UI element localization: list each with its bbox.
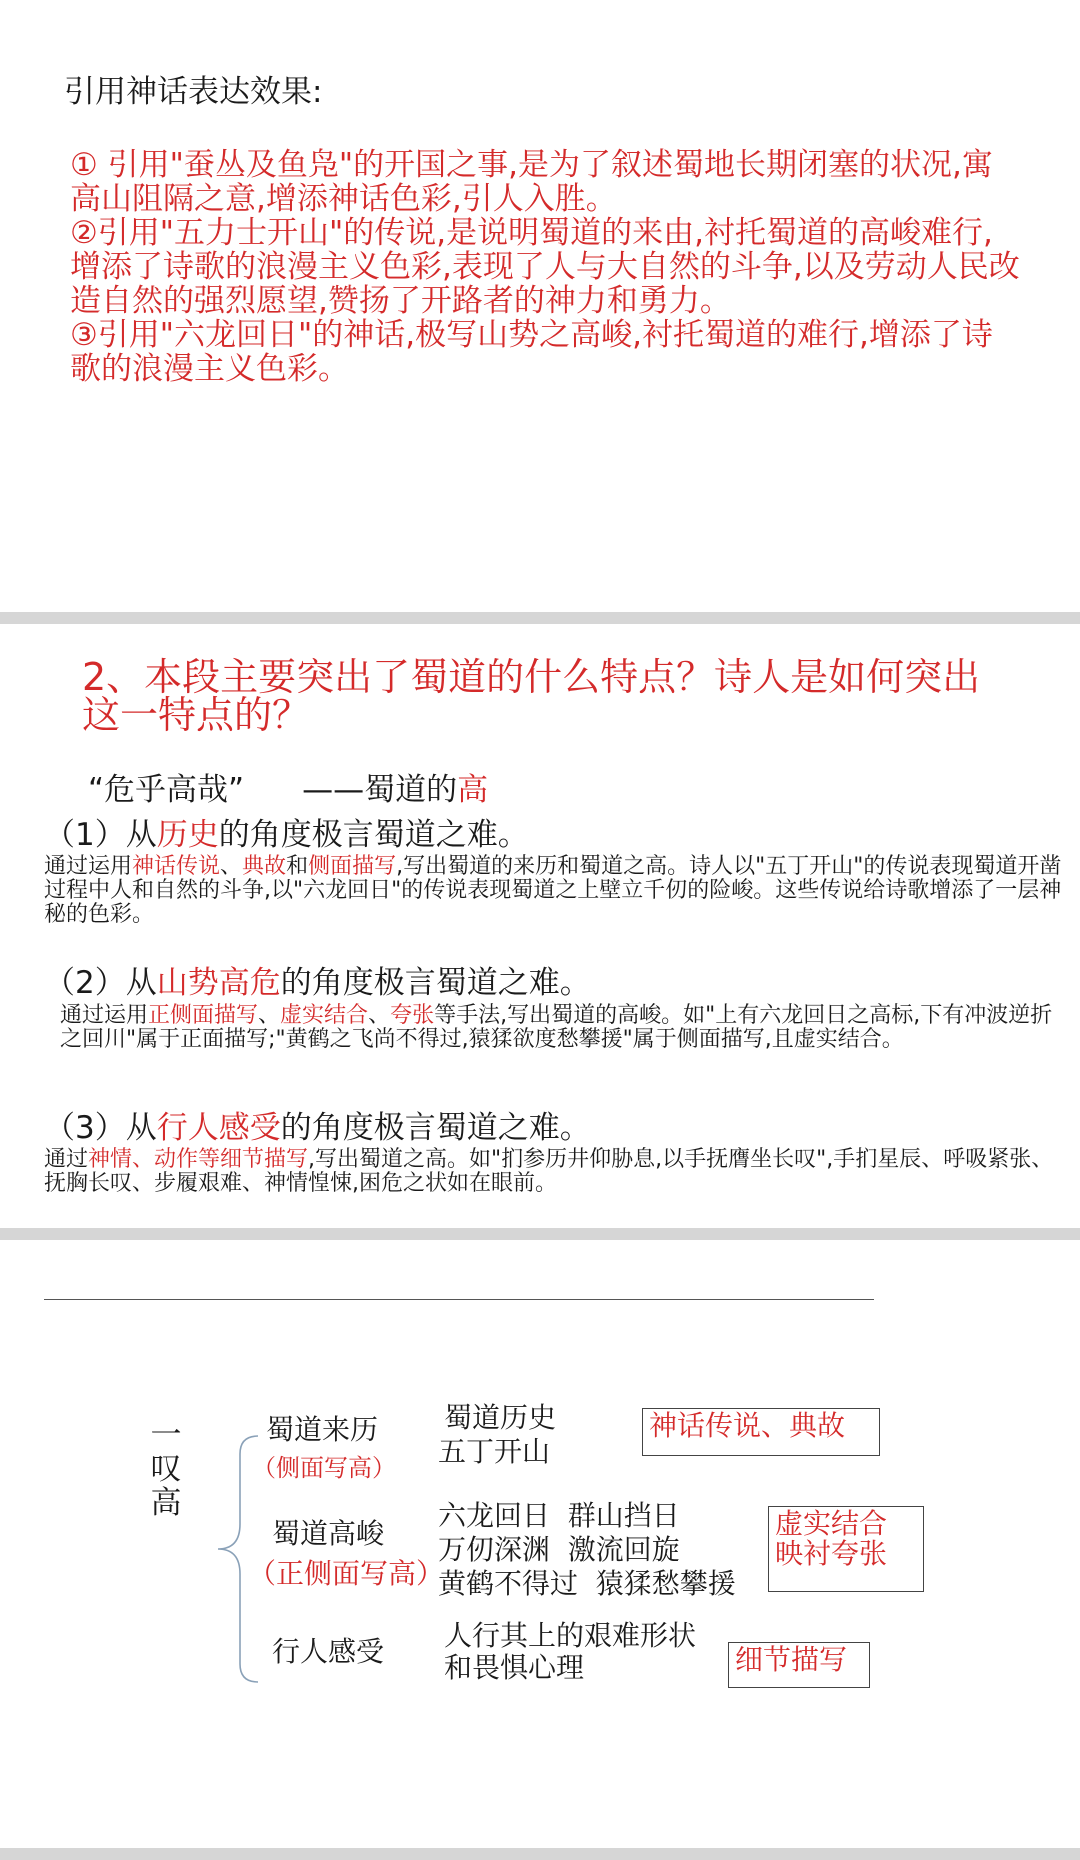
body-text: ,写出蜀道之高。如"扪参历井仰胁息,以手抚膺坐长叹",手扪星辰、呼吸紧张、抚胸长叹、步履艰难、神情惶悚,困危之状如在眼前。 xyxy=(44,1147,1054,1196)
branch-2-content-2: 万仞深渊 激流回旋 xyxy=(438,1533,680,1566)
heading-keyword: 历史 xyxy=(156,817,219,853)
slide-mindmap xyxy=(0,1244,1080,1844)
branch-2-content-3: 黄鹤不得过 猿猱愁攀援 xyxy=(438,1567,736,1600)
technique-box-contrast xyxy=(768,1506,924,1592)
heading-prefix: （1）从 xyxy=(44,817,157,853)
slide-myth-effects xyxy=(0,0,1080,612)
heading-suffix: 的角度极言蜀道之难。 xyxy=(218,817,529,853)
slide-divider xyxy=(0,1228,1080,1240)
horizontal-rule xyxy=(44,1299,874,1300)
section-2-heading xyxy=(44,957,591,1002)
section-1-heading xyxy=(44,809,529,854)
branch-1-content-2: 五丁开山 xyxy=(438,1435,551,1468)
quote-dash: ——蜀道的 xyxy=(302,772,458,808)
heading-prefix: （3）从 xyxy=(44,1110,157,1146)
body-keyword: 侧面描写 xyxy=(308,854,397,879)
box-text: 映衬夸张 xyxy=(775,1537,888,1570)
point-1: ① 引用"蚕丛及鱼凫"的开国之事,是为了叙述蜀地长期闭塞的状况,寓高山阻隔之意,增添神话色彩,引人入胜。 xyxy=(70,147,993,217)
body-text: ,写出蜀道的来历和蜀道之高。诗人以"五丁开山"的传说表现蜀道开凿过程中人和自然的斗争,以"六龙回日"的传说表现蜀道之上壁立千仞的险峻。这些传说给诗歌增添了一层神秘的色彩。 xyxy=(44,854,1062,927)
box-text: 神话传说、典故 xyxy=(649,1409,846,1442)
heading-keyword: 山势高危 xyxy=(156,965,281,1001)
body-text: 通过运用 xyxy=(44,854,133,879)
heading-suffix: 的角度极言蜀道之难。 xyxy=(280,1110,591,1146)
body-text: 、 xyxy=(258,1003,281,1028)
branch-3-content-2: 和畏惧心理 xyxy=(444,1651,585,1684)
branch-1-sub: （侧面写高） xyxy=(252,1454,396,1482)
box-text: 细节描写 xyxy=(735,1643,848,1676)
quote-keyword: 高 xyxy=(457,772,489,808)
body-keyword: 典故 xyxy=(242,854,287,879)
branch-3-content-1: 人行其上的艰难形状 xyxy=(444,1619,697,1652)
body-text: 通过 xyxy=(44,1147,89,1172)
question-heading: 2、本段主要突出了蜀道的什么特点？诗人是如何突出这一特点的？ xyxy=(82,655,981,737)
heading-prefix: （2）从 xyxy=(44,965,157,1001)
box-text: 虚实结合 xyxy=(775,1507,888,1540)
branch-2-sub: （正侧面写高） xyxy=(248,1557,445,1590)
body-keyword: 神话传说 xyxy=(132,854,221,879)
body-keyword: 夸张 xyxy=(390,1003,435,1028)
body-keyword: 神情、动作等细节描写 xyxy=(88,1147,309,1172)
title-char: 高 xyxy=(150,1485,182,1521)
slide-question-2 xyxy=(0,624,1080,1228)
section-3-heading xyxy=(44,1102,591,1147)
technique-box-detail xyxy=(728,1642,870,1688)
title-char: 叹 xyxy=(150,1451,182,1487)
body-text: 等手法,写出蜀道的高峻。如"上有六龙回日之高标,下有冲波逆折之回川"属于正面描写;"黄鹤之飞尚不得过,猿猱欲度愁攀援"属于侧面描写,且虚实结合。 xyxy=(60,1003,1053,1052)
branch-2-label: 蜀道高峻 xyxy=(272,1517,385,1550)
body-keyword: 虚实结合 xyxy=(280,1003,369,1028)
branch-2-content-1: 六龙回日 群山挡日 xyxy=(438,1499,680,1532)
heading-suffix: 的角度极言蜀道之难。 xyxy=(280,965,591,1001)
branch-1-label: 蜀道来历 xyxy=(266,1413,379,1446)
body-keyword: 正侧面描写 xyxy=(148,1003,259,1028)
quote-line xyxy=(88,764,488,809)
technique-box-myth xyxy=(642,1408,880,1456)
body-text: 、 xyxy=(368,1003,391,1028)
point-2: ②引用"五力士开山"的传说,是说明蜀道的来由,衬托蜀道的高峻难行,增添了诗歌的浪漫主义色彩,表现了人与大自然的斗争,以及劳动人民改造自然的强烈愿望,赞扬了开路者的神力和勇力。 xyxy=(70,215,1020,319)
heading-keyword: 行人感受 xyxy=(156,1110,281,1146)
body-text: 通过运用 xyxy=(60,1003,149,1028)
body-text: 和 xyxy=(286,854,309,879)
title-char: 一 xyxy=(150,1417,182,1453)
branch-3-label: 行人感受 xyxy=(272,1635,385,1668)
slide-divider xyxy=(0,612,1080,624)
myth-points-list xyxy=(70,148,1020,386)
section-2-body xyxy=(60,1004,1060,1052)
section-1-body xyxy=(44,855,1064,927)
branch-1-content-1: 蜀道历史 xyxy=(444,1401,557,1434)
point-3: ③引用"六龙回日"的神话,极写山势之高峻,衬托蜀道的难行,增添了诗歌的浪漫主义色彩。 xyxy=(70,317,993,387)
slide-title: 引用神话表达效果: xyxy=(64,74,323,110)
section-3-body xyxy=(44,1148,1064,1196)
vertical-title xyxy=(148,1418,184,1520)
slide-divider xyxy=(0,1848,1080,1860)
body-text: 、 xyxy=(220,854,243,879)
quote-text: “危乎高哉” xyxy=(88,772,245,808)
